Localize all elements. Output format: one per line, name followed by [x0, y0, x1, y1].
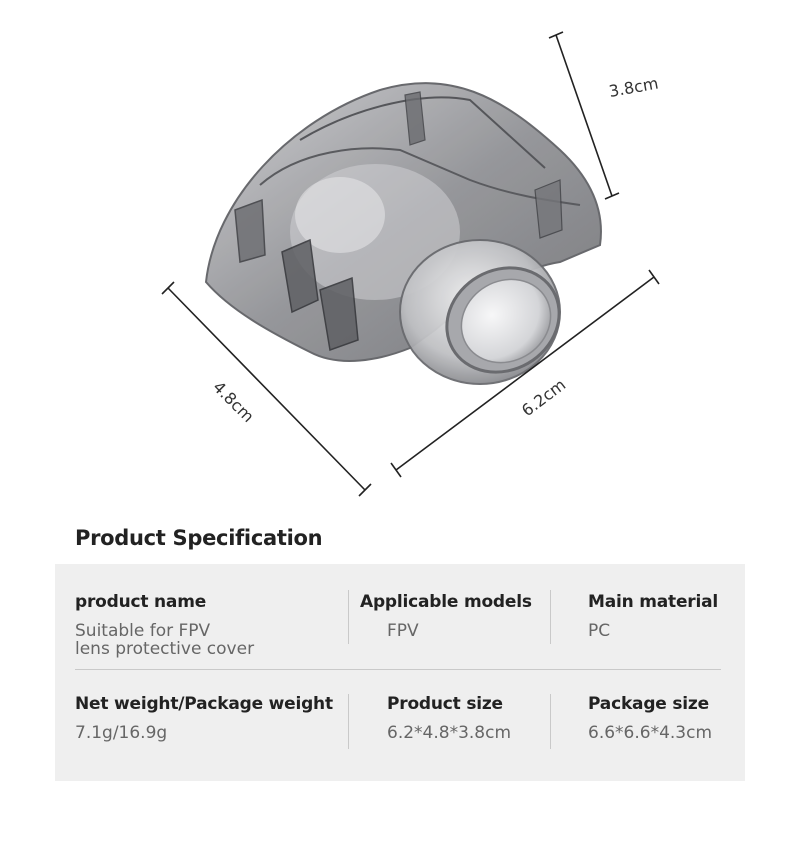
spec-label: Applicable models: [360, 592, 532, 612]
column-divider: [550, 590, 551, 644]
spec-value: [75, 622, 254, 658]
spec-value-line: lens protective cover: [75, 639, 255, 659]
spec-value: [75, 724, 333, 742]
spec-value-line: 6.6*6.6*4.3cm: [588, 723, 713, 743]
spec-cell-applicable-models: [360, 592, 532, 640]
column-divider: [348, 694, 349, 749]
spec-label: Net weight/Package weight: [75, 694, 333, 714]
spec-cell-main-material: [588, 592, 718, 640]
column-divider: [550, 694, 551, 749]
dimension-height-label: 3.8cm: [607, 73, 660, 101]
spec-cell-weight: [75, 694, 333, 742]
spec-label: Main material: [588, 592, 718, 612]
spec-cell-product-size: [387, 694, 511, 742]
spec-value-line: FPV: [387, 621, 419, 641]
spec-value-line: 6.2*4.8*3.8cm: [387, 723, 512, 743]
spec-value: [588, 724, 712, 742]
spec-value-line: PC: [588, 621, 611, 641]
spec-value: [387, 724, 511, 742]
spec-label: Product size: [387, 694, 503, 714]
dimension-depth-label: 4.8cm: [209, 377, 258, 427]
spec-value-line: 7.1g/16.9g: [75, 723, 168, 743]
spec-label: product name: [75, 592, 207, 612]
spec-value: [360, 622, 532, 640]
lens-cover-shape: [206, 83, 601, 392]
spec-value: [588, 622, 718, 640]
spec-cell-package-size: [588, 694, 712, 742]
dimension-width-label: 6.2cm: [517, 375, 570, 421]
spec-label: Package size: [588, 694, 709, 714]
spec-cell-product-name: [75, 592, 254, 658]
spec-title: Product Specification: [75, 526, 323, 550]
column-divider: [348, 590, 349, 644]
spec-value-line: Suitable for FPV: [75, 621, 211, 641]
spec-table: [55, 564, 745, 781]
row-divider: [75, 669, 721, 670]
